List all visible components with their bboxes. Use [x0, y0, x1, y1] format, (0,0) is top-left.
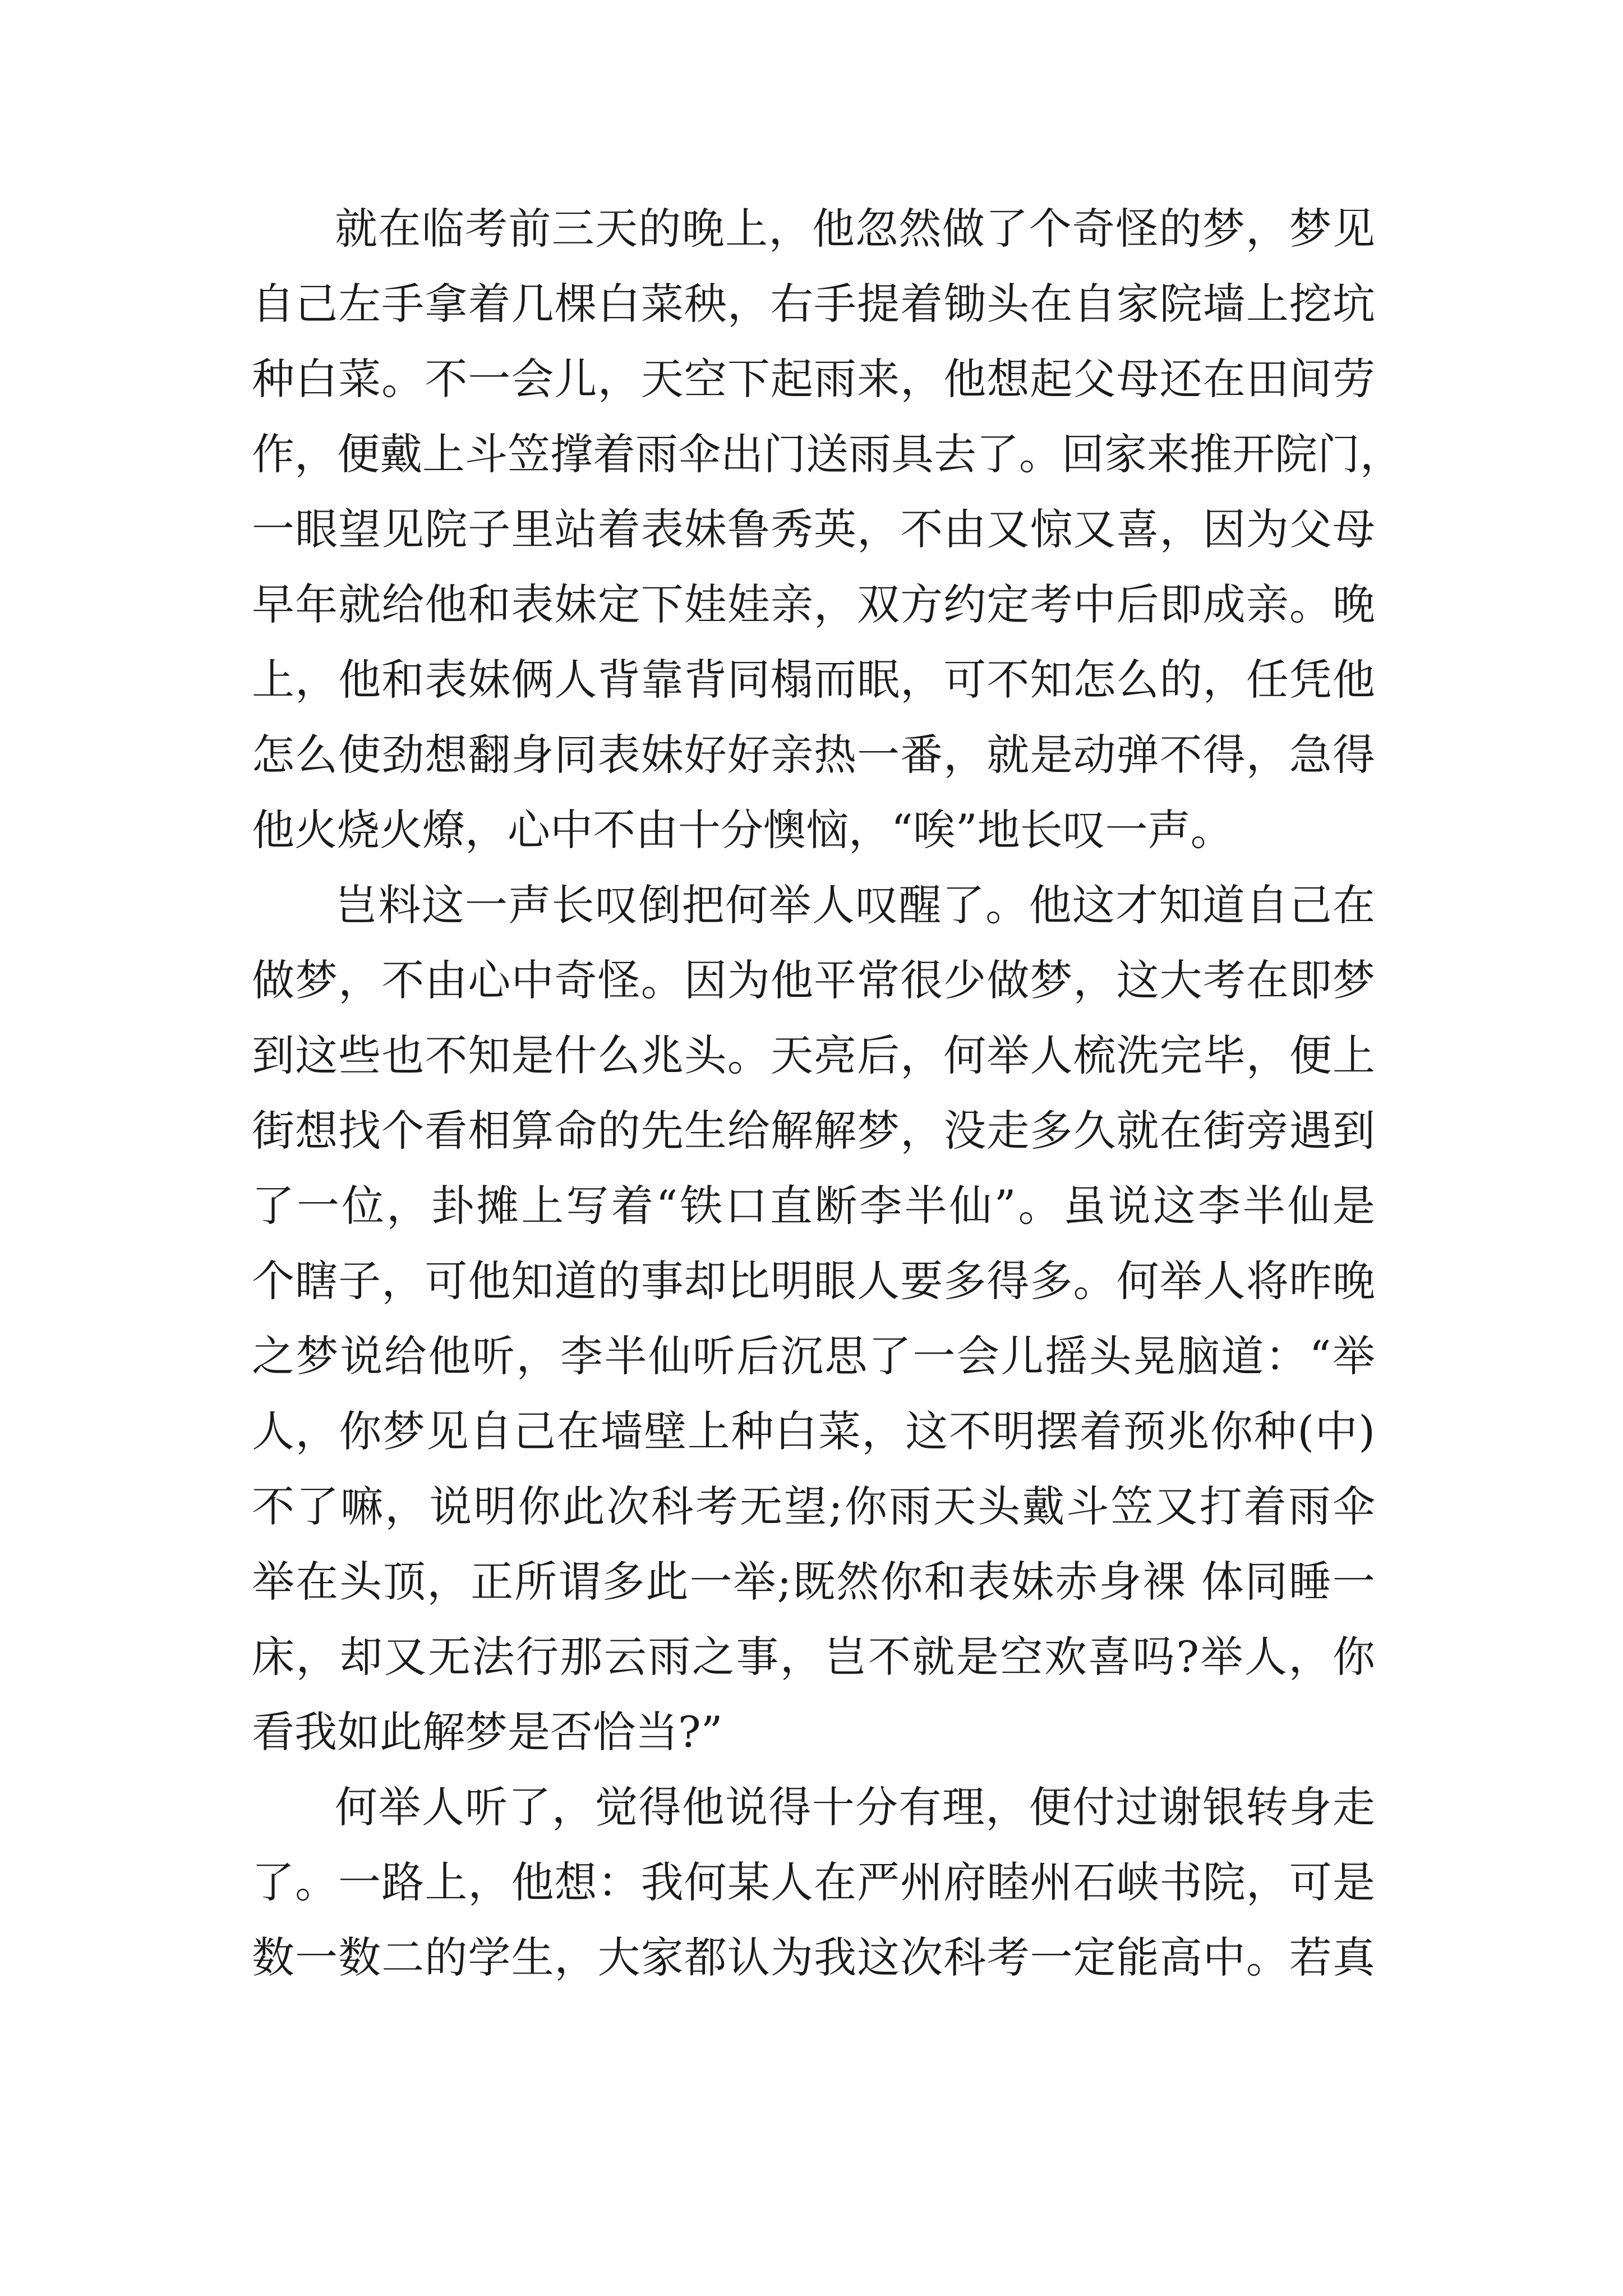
text-line: 看我如此解梦是否恰当?”	[252, 1707, 723, 1757]
article-body	[252, 191, 1403, 1995]
text-line: 床，却又无法行那云雨之事，岂不就是空欢喜吗?举人，你	[252, 1632, 1375, 1682]
paragraph-1	[252, 191, 1403, 868]
text-line: 不了嘛，说明你此次科考无望;你雨天头戴斗笠又打着雨伞	[252, 1481, 1375, 1531]
text-line: 岂料这一声长叹倒把何举人叹醒了。他这才知道自己在	[335, 880, 1375, 930]
text-line: 了一位，卦摊上写着“铁口直断李半仙”。虽说这李半仙是	[252, 1181, 1375, 1231]
text-line: 个瞎子，可他知道的事却比明眼人要多得多。何举人将昨晚	[252, 1256, 1375, 1306]
text-line: 人，你梦见自己在墙壁上种白菜，这不明摆着预兆你种(中)	[252, 1406, 1375, 1456]
paragraph-2	[252, 868, 1375, 1770]
text-line: 作，便戴上斗笠撑着雨伞出门送雨具去了。回家来推开院门，	[252, 429, 1403, 479]
text-line: 他火烧火燎，心中不由十分懊恼，“唉”地长叹一声。	[252, 805, 1233, 855]
text-line: 做梦，不由心中奇怪。因为他平常很少做梦，这大考在即梦	[252, 955, 1375, 1005]
text-line: 了。一路上，他想：我何某人在严州府睦州石峡书院，可是	[252, 1857, 1375, 1907]
text-line: 早年就给他和表妹定下娃娃亲，双方约定考中后即成亲。晚	[252, 579, 1375, 629]
text-line: 举在头顶，正所谓多此一举;既然你和表妹赤身裸 体同睡一	[252, 1557, 1375, 1607]
text-line: 自己左手拿着几棵白菜秧，右手提着锄头在自家院墙上挖坑	[252, 279, 1375, 329]
text-line: 之梦说给他听，李半仙听后沉思了一会儿摇头晃脑道：“举	[252, 1331, 1375, 1381]
text-line: 数一数二的学生，大家都认为我这次科考一定能高中。若真	[252, 1932, 1375, 1982]
text-line: 一眼望见院子里站着表妹鲁秀英，不由又惊又喜，因为父母	[252, 504, 1375, 554]
text-line: 就在临考前三天的晚上，他忽然做了个奇怪的梦，梦见	[335, 204, 1375, 254]
paragraph-3	[252, 1770, 1375, 1995]
text-line: 街想找个看相算命的先生给解解梦，没走多久就在街旁遇到	[252, 1106, 1375, 1156]
text-line: 种白菜。不一会儿，天空下起雨来，他想起父母还在田间劳	[252, 354, 1375, 404]
text-line: 上，他和表妹俩人背靠背同榻而眠，可不知怎么的，任凭他	[252, 655, 1375, 705]
text-line: 到这些也不知是什么兆头。天亮后，何举人梳洗完毕，便上	[252, 1030, 1375, 1080]
text-line: 何举人听了，觉得他说得十分有理，便付过谢银转身走	[335, 1782, 1375, 1832]
text-line: 怎么使劲想翻身同表妹好好亲热一番，就是动弹不得，急得	[252, 730, 1375, 780]
